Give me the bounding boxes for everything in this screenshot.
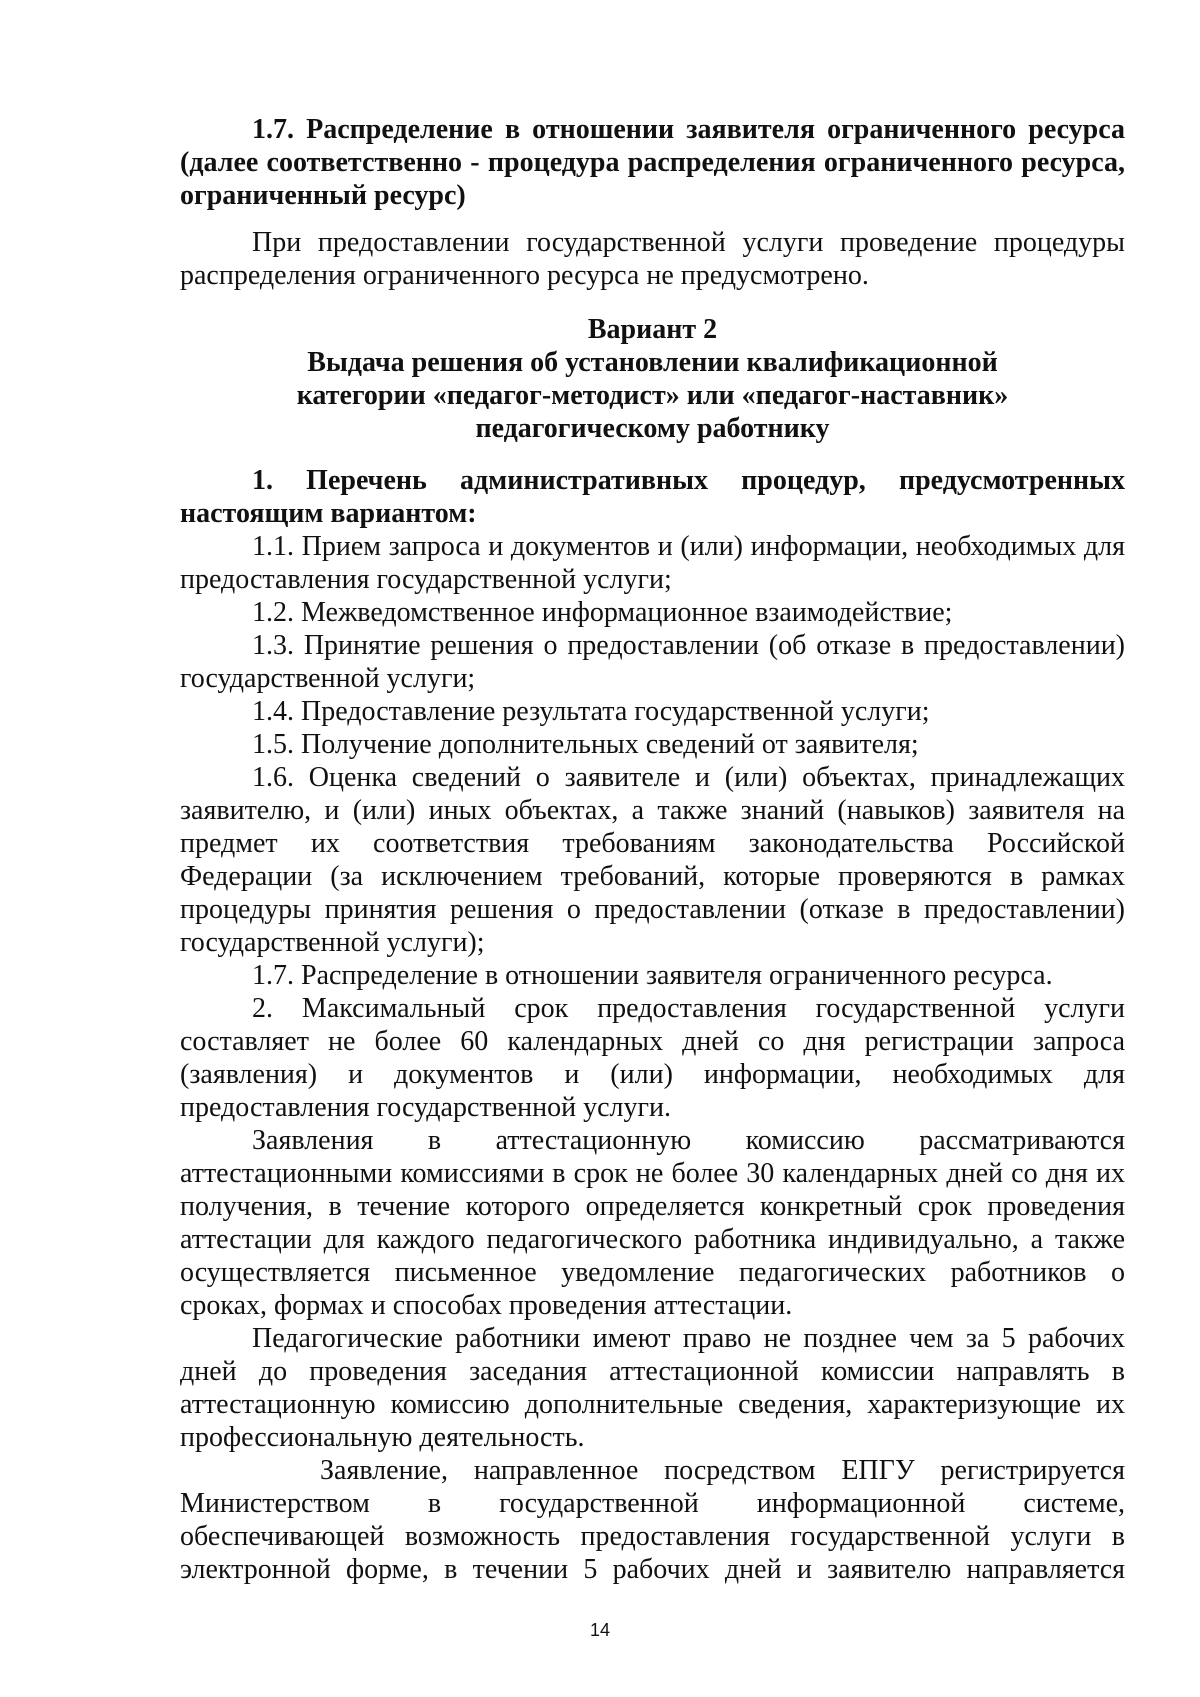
page-number: 14 xyxy=(589,1620,611,1640)
section-1-7-block xyxy=(180,113,1125,212)
procedure-item: 1.1. Прием запроса и документов и (или) информации, необходимых для предоставления государственной услуги; xyxy=(180,531,1125,595)
procedure-item: 1.7. Распределение в отношении заявителя ограниченного ресурса. xyxy=(252,960,1053,991)
paragraph-commission: Заявления в аттестационную комиссию рассматриваются аттестационными комиссиями в срок не более 30 календарных дней со дня их получения, в течение которого определяется конкретный срок проведения аттестации для каждого педагогического работника индивидуально, а также осуществляется письменное уведомление педагогических работников о сроках, формах и способах проведения аттестации. xyxy=(180,1125,1125,1321)
procedures-heading: 1. Перечень административных процедур, предусмотренных настоящим вариантом: xyxy=(180,465,1125,529)
procedure-item: 1.2. Межведомственное информационное взаимодействие; xyxy=(252,597,953,628)
procedure-item: 1.3. Принятие решения о предоставлении (об отказе в предоставлении) государственной услуги; xyxy=(180,630,1125,694)
paragraph-epgu-registration: Заявление, направленное посредством ЕПГУ регистрируется Министерством в государственной информационной системе, обеспечивающей возможность предоставления государственной услуги в электронной форме, в течении 5 рабочих дней и заявителю направляется xyxy=(180,1455,1125,1585)
paragraph-teachers-right: Педагогические работники имеют право не позднее чем за 5 рабочих дней до проведения заседания аттестационной комиссии направлять в аттестационную комиссию дополнительные сведения, характеризующие их профессиональную деятельность. xyxy=(180,1323,1125,1453)
procedure-item: 1.4. Предоставление результата государственной услуги; xyxy=(252,696,930,727)
section-1-7-heading: 1.7. Распределение в отношении заявителя ограниченного ресурса (далее соответственно - процедура распределения ограниченного ресурса, ограниченный ресурс) xyxy=(180,114,1125,211)
section-1-7-text-block xyxy=(180,226,1125,292)
variant-title: Выдача решения об установлении квалификационной категории «педагог-методист» или «педагог-наставник» педагогическому работнику xyxy=(296,347,1009,444)
section-1-7-text: При предоставлении государственной услуги проведение процедуры распределения ограниченного ресурса не предусмотрено. xyxy=(180,227,1125,291)
procedures-block xyxy=(180,464,1125,1586)
paragraph-term: 2. Максимальный срок предоставления государственной услуги составляет не более 60 календарных дней со дня регистрации запроса (заявления) и документов и (или) информации, необходимых для предоставления государственной услуги. xyxy=(180,993,1125,1123)
variant-block xyxy=(180,313,1125,445)
procedure-item: 1.6. Оценка сведений о заявителе и (или) объектах, принадлежащих заявителю, и (или) иных объектах, а также знаний (навыков) заявителя на предмет их соответствия требованиям законодательства Российской Федерации (за исключением требований, которые проверяются в рамках процедуры принятия решения о предоставлении (отказе в предоставлении) государственной услуги); xyxy=(180,762,1125,958)
variant-number: Вариант 2 xyxy=(587,314,718,345)
procedure-item: 1.5. Получение дополнительных сведений от заявителя; xyxy=(252,729,919,760)
